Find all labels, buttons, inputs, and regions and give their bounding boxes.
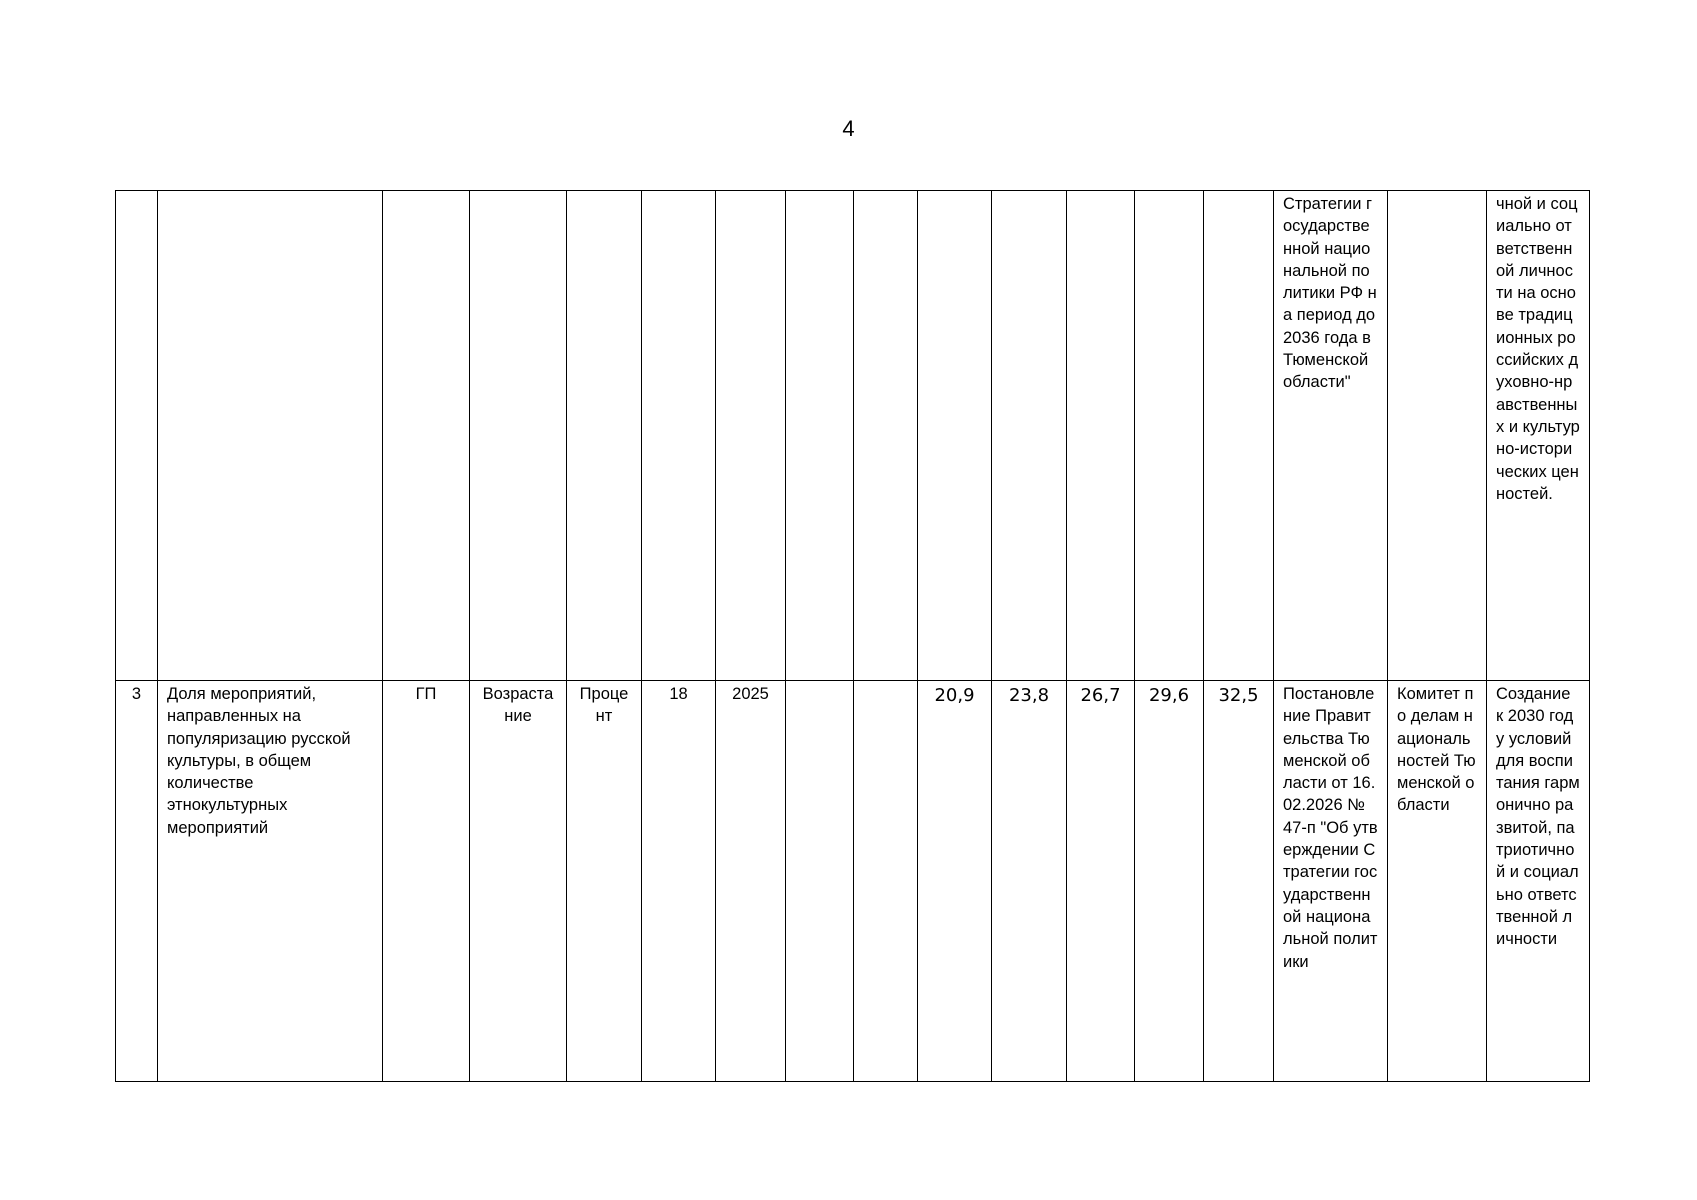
page-number: 4	[842, 116, 855, 141]
year-value-cell	[786, 681, 854, 1082]
table-row	[116, 191, 1590, 681]
trend-cell	[470, 191, 567, 681]
year-value-cell: 23,8	[992, 681, 1067, 1082]
year-value-cell	[918, 191, 992, 681]
responsible-cell: Комитет по делам национальностей Тюменской области	[1388, 681, 1487, 1082]
indicator-name-cell: Доля мероприятий, направленных на популяризацию русской культуры, в общем количестве этнокультурных мероприятий	[158, 681, 383, 1082]
trend-cell: Возрастание	[470, 681, 567, 1082]
unit-cell	[567, 191, 642, 681]
year-value-cell	[854, 191, 918, 681]
year-value-cell: 32,5	[1204, 681, 1274, 1082]
document-cell: Постановление Правительства Тюменской области от 16.02.2026 № 47-п "Об утверждении Стратегии государственной национальной политики	[1274, 681, 1388, 1082]
year-value-cell	[1135, 191, 1204, 681]
goal-cell: Создание к 2030 году условий для воспитания гармонично развитой, патриотичной и социально ответственной личности	[1487, 681, 1590, 1082]
indicators-table	[115, 190, 1590, 1082]
row-number-cell: 3	[116, 681, 158, 1082]
document-cell: Стратегии государственной национальной политики РФ на период до 2036 года в Тюменской области"	[1274, 191, 1388, 681]
base-year-cell: 2025	[716, 681, 786, 1082]
year-value-cell	[992, 191, 1067, 681]
year-value-cell: 26,7	[1067, 681, 1135, 1082]
table-row	[116, 681, 1590, 1082]
level-cell: ГП	[383, 681, 470, 1082]
year-value-cell	[786, 191, 854, 681]
goal-cell: чной и социально ответственной личности на основе традиционных российских духовно-нравственных и культурно-исторических ценностей.	[1487, 191, 1590, 681]
level-cell	[383, 191, 470, 681]
indicator-name-cell	[158, 191, 383, 681]
year-value-cell: 29,6	[1135, 681, 1204, 1082]
base-value-cell: 18	[642, 681, 716, 1082]
responsible-cell	[1388, 191, 1487, 681]
year-value-cell: 20,9	[918, 681, 992, 1082]
row-number-cell	[116, 191, 158, 681]
unit-cell: Процент	[567, 681, 642, 1082]
year-value-cell	[854, 681, 918, 1082]
base-value-cell	[642, 191, 716, 681]
year-value-cell	[1067, 191, 1135, 681]
year-value-cell	[1204, 191, 1274, 681]
base-year-cell	[716, 191, 786, 681]
